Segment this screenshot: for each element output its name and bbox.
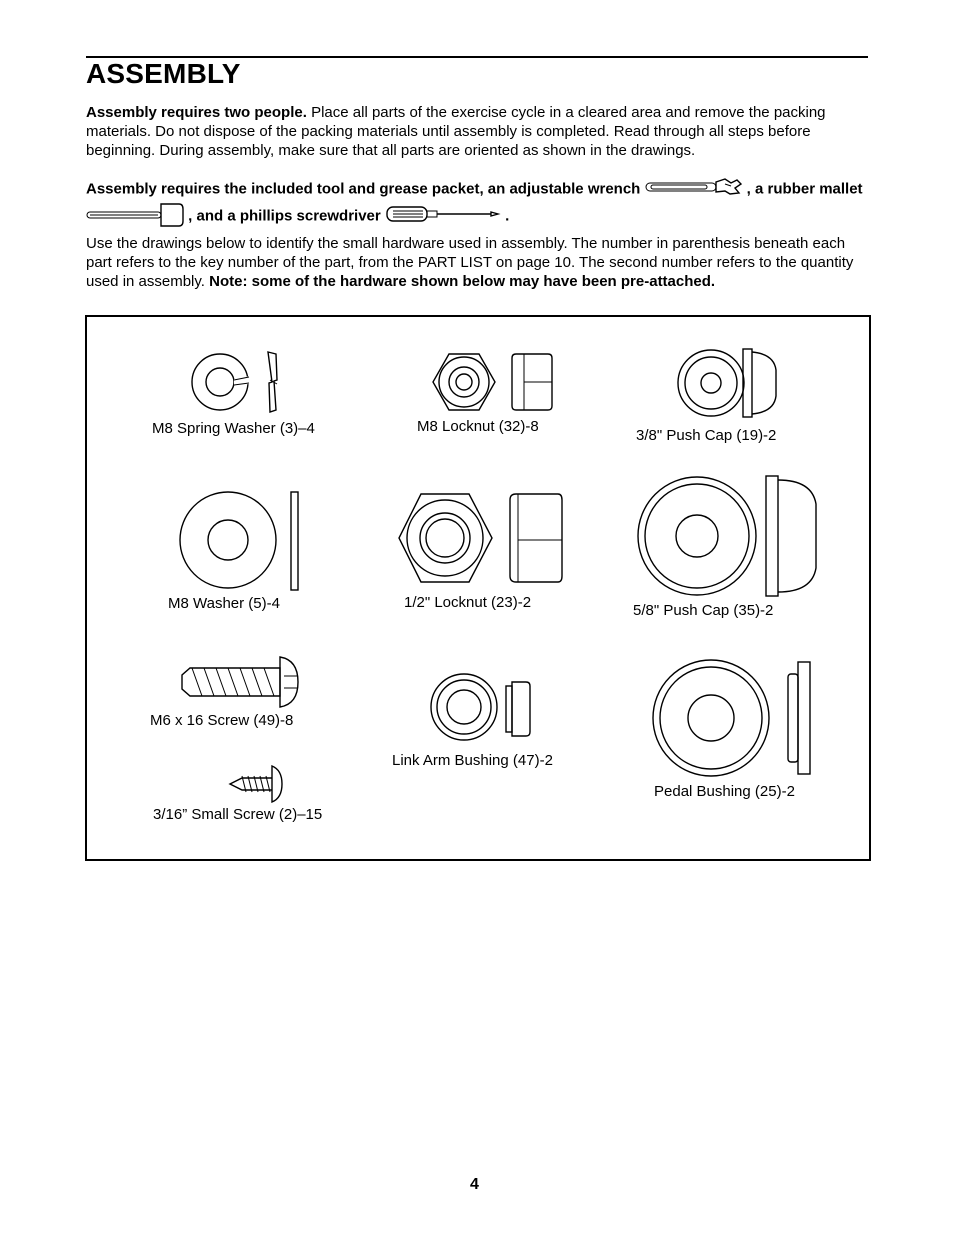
link-arm-bushing-icon — [430, 672, 534, 742]
part-label: M8 Spring Washer (3)–4 — [152, 420, 315, 437]
part-label: M6 x 16 Screw (49)-8 — [150, 712, 294, 729]
part-label: 1/2" Locknut (23)-2 — [404, 594, 532, 611]
part-label: Link Arm Bushing (47)-2 — [392, 752, 553, 769]
part-label: 5/8" Push Cap (35)-2 — [633, 602, 774, 619]
spring-washer-icon — [190, 350, 290, 414]
intro-paragraph — [86, 103, 870, 160]
part-label: 3/8" Push Cap (19)-2 — [636, 427, 777, 444]
part-label: M8 Washer (5)-4 — [168, 595, 280, 612]
screwdriver-icon — [385, 204, 501, 229]
m6-screw-icon — [180, 654, 300, 710]
part-label: 3/16” Small Screw (2)–15 — [153, 806, 323, 823]
page-number: 4 — [470, 1176, 479, 1193]
page-title: ASSEMBLY — [86, 58, 241, 89]
intro-lead: Assembly requires two people. — [86, 104, 307, 121]
part-label: M8 Locknut (32)-8 — [417, 418, 539, 435]
small-screw-icon — [228, 764, 284, 804]
tools-paragraph — [86, 178, 870, 232]
part-label: Pedal Bushing (25)-2 — [654, 783, 795, 800]
mallet-icon — [86, 201, 184, 232]
hardware-paragraph — [86, 234, 870, 291]
tools-text-2: , a rubber mallet — [742, 180, 863, 198]
hardware-text: Use the drawings below to identify the small hardware used in assembly. The number in parenthesis beneath each part refers to the key number of the part, from the PART LIST on page 10. The second number refers to the quantity used in assembly. — [86, 235, 854, 290]
tools-text-3: , and a phillips screwdriver — [184, 207, 385, 225]
wrench-icon — [645, 178, 743, 201]
m8-locknut-icon — [432, 352, 556, 412]
hardware-note: Note: some of the hardware shown below may have been pre-attached. — [209, 273, 716, 290]
tools-text-4: . — [500, 207, 510, 225]
half-inch-locknut-icon — [398, 492, 566, 584]
intro-text: Place all parts of the exercise cycle in a cleared area and remove the packing materials. Do not dispose of the packing materials until assembly is completed. Read through all steps before beginning. During assembly, make sure that all parts are oriented as shown in the drawings. — [86, 104, 826, 159]
large-push-cap-icon — [636, 474, 820, 598]
small-push-cap-icon — [676, 348, 786, 418]
m8-washer-icon — [178, 490, 302, 592]
tools-text-1: Assembly requires the included tool and grease packet, an adjustable wrench — [86, 180, 645, 198]
pedal-bushing-icon — [652, 658, 816, 778]
